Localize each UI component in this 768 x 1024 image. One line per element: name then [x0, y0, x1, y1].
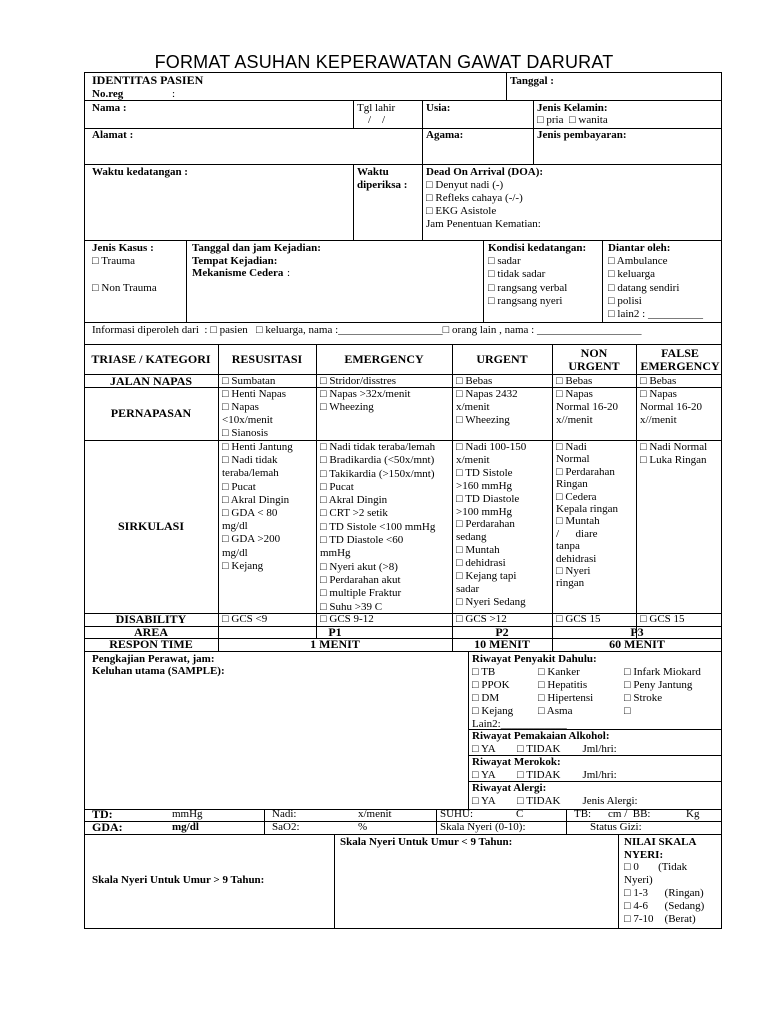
jenis-kasus-label: Jenis Kasus :	[92, 242, 154, 254]
tanggal-label[interactable]: Tanggal :	[510, 75, 554, 87]
jenis-pembayaran-label[interactable]: Jenis pembayaran:	[537, 129, 627, 141]
pernapasan-resusitasi[interactable]: □ Henti Napas □ Napas <10x/menit □ Sianosis	[222, 388, 287, 439]
tgl-lahir-slashes: / /	[368, 114, 386, 126]
jenis-kelamin-label: Jenis Kelamin:	[537, 102, 608, 114]
sirkulasi-urgent[interactable]: □ Nadi 100-150 x/menit □ TD Sistole >160 mmHg □ TD Diastole >100 mmHg □ Perdarahan sedang □ Muntah □ dehidrasi □ Kejang tapi sadar □ Nyeri Sedang	[456, 441, 527, 608]
kondisi-sadar[interactable]: □ sadar	[488, 255, 521, 267]
diantar-oleh-label: Diantar oleh:	[608, 242, 671, 254]
diantar-ambulance[interactable]: □ Ambulance	[608, 255, 668, 267]
kondisi-kedatangan-label: Kondisi kedatangan:	[488, 242, 587, 254]
disability-emergency[interactable]: □ GCS 9-12	[320, 613, 374, 625]
pernapasan-false-emergency[interactable]: □ Napas Normal 16-20 x//menit	[640, 388, 703, 426]
jalan-napas-non-urgent[interactable]: □ Bebas	[556, 375, 593, 387]
riwayat-merokok-options[interactable]: □ YA □ TIDAK Jml/hri:	[472, 769, 617, 781]
riwayat-alergi-label: Riwayat Alergi:	[472, 782, 547, 794]
tgl-lahir-label[interactable]: Tgl lahir	[357, 102, 396, 114]
sirkulasi-non-urgent[interactable]: □ Nadi Normal □ Perdarahan Ringan □ Cedera Kepala ringan □ Muntah / diare tanpa dehidrasi □ Nyeri ringan	[556, 441, 618, 590]
waktu-kedatangan-label[interactable]: Waktu kedatangan :	[92, 166, 188, 178]
diantar-polisi[interactable]: □ polisi	[608, 295, 642, 307]
doa-label: Dead On Arrival (DOA):	[426, 166, 544, 178]
skala-nyeri-label[interactable]: Skala Nyeri (0-10):	[440, 821, 526, 833]
respon-time-p3: 60 MENIT	[609, 637, 665, 651]
header-emergency: EMERGENCY	[344, 352, 424, 366]
diantar-lain[interactable]: □ lain2 : __________	[608, 308, 703, 320]
header-false-emergency: FALSE EMERGENCY	[640, 346, 720, 373]
td-unit: mmHg	[172, 808, 203, 820]
doa-ekg-asistole[interactable]: □ EKG Asistole	[426, 205, 497, 217]
kondisi-tidak-sadar[interactable]: □ tidak sadar	[488, 268, 546, 280]
header-triase-kategori: TRIASE / KATEGORI	[91, 352, 211, 366]
row-sirkulasi-label: SIRKULASI	[117, 519, 185, 533]
td-label[interactable]: TD:	[92, 807, 113, 821]
area-p1: P1	[328, 625, 342, 639]
noreg-colon: :	[172, 88, 176, 100]
sirkulasi-false-emergency[interactable]: □ Nadi Normal □ Luka Ringan	[640, 441, 708, 466]
disability-urgent[interactable]: □ GCS >12	[456, 613, 507, 625]
gda-label[interactable]: GDA:	[92, 820, 123, 834]
agama-label[interactable]: Agama:	[426, 129, 464, 141]
riwayat-alkohol-label: Riwayat Pemakaian Alkohol:	[472, 730, 610, 742]
pernapasan-urgent[interactable]: □ Napas 2432 x/menit □ Wheezing	[456, 388, 518, 426]
riwayat-penyakit-col2[interactable]: □ Kanker □ Hepatitis □ Hipertensi □ Asma	[538, 666, 594, 717]
header-non-urgent: NON URGENT	[568, 346, 620, 373]
jalan-napas-urgent[interactable]: □ Bebas	[456, 375, 493, 387]
header-resusitasi: RESUSITASI	[231, 352, 303, 366]
doa-jam-kematian[interactable]: Jam Penentuan Kematian:	[426, 218, 541, 230]
respon-time-p2: 10 MENIT	[474, 637, 530, 651]
suhu-unit: C	[516, 808, 524, 820]
diantar-keluarga[interactable]: □ keluarga	[608, 268, 656, 280]
doa-refleks-cahaya[interactable]: □ Refleks cahaya (-/-)	[426, 192, 523, 204]
form-title: FORMAT ASUHAN KEPERAWATAN GAWAT DARURAT	[154, 52, 614, 72]
riwayat-alkohol-options[interactable]: □ YA □ TIDAK Jml/hri:	[472, 743, 617, 755]
mekanisme-colon: :	[287, 267, 291, 279]
waktu-diperiksa-label-2[interactable]: diperiksa :	[357, 179, 408, 191]
tanggal-kejadian-label[interactable]: Tanggal dan jam Kejadian:	[192, 242, 321, 254]
sirkulasi-resusitasi[interactable]: □ Henti Jantung □ Nadi tidak teraba/lemah □ Pucat □ Akral Dingin □ GDA < 80 mg/dl □ GDA >200 mg/dl □ Kejang	[222, 441, 293, 572]
trauma-checkbox[interactable]: □ Trauma	[92, 255, 136, 267]
row-disability-label: DISABILITY	[115, 612, 187, 626]
riwayat-penyakit-label: Riwayat Penyakit Dahulu:	[472, 653, 597, 665]
pernapasan-non-urgent[interactable]: □ Napas Normal 16-20 x//menit	[556, 388, 619, 426]
disability-resusitasi[interactable]: □ GCS <9	[222, 613, 268, 625]
identitas-heading: IDENTITAS PASIEN	[92, 73, 204, 87]
pengkajian-perawat-jam[interactable]: Pengkajian Perawat, jam:	[92, 653, 215, 665]
riwayat-alergi-options[interactable]: □ YA □ TIDAK Jenis Alergi:	[472, 795, 638, 807]
sao2-label[interactable]: SaO2:	[272, 821, 300, 833]
non-trauma-checkbox[interactable]: □ Non Trauma	[92, 282, 157, 294]
nilai-skala-nyeri-options[interactable]: □ 0 (Tidak Nyeri) □ 1-3 (Ringan) □ 4-6 (Sedang) □ 7-10 (Berat)	[624, 861, 705, 925]
skala-nyeri-umur-kurang-9[interactable]: Skala Nyeri Untuk Umur < 9 Tahun:	[340, 836, 513, 848]
gda-unit: mg/dl	[172, 821, 199, 833]
riwayat-penyakit-col1[interactable]: □ TB □ PPOK □ DM □ Kejang Lain2:____________	[472, 666, 567, 730]
mekanisme-cedera-label[interactable]: Mekanisme Cedera	[192, 267, 284, 279]
kondisi-rangsang-verbal[interactable]: □ rangsang verbal	[488, 282, 568, 294]
waktu-diperiksa-label-1: Waktu	[357, 166, 389, 178]
keluhan-utama-label[interactable]: Keluhan utama (SAMPLE):	[92, 665, 225, 677]
alamat-label[interactable]: Alamat :	[92, 129, 134, 141]
doa-denyut-nadi[interactable]: □ Denyut nadi (-)	[426, 179, 504, 191]
usia-label[interactable]: Usia:	[426, 102, 451, 114]
bb-unit: Kg	[686, 808, 700, 820]
tb-cm-bb-label[interactable]: cm / BB:	[608, 808, 651, 820]
area-p3: P3	[630, 625, 644, 639]
pernapasan-emergency[interactable]: □ Napas >32x/menit □ Wheezing	[320, 388, 411, 413]
noreg-label: No.reg	[92, 88, 124, 100]
row-jalan-napas-label: JALAN NAPAS	[109, 374, 193, 388]
nama-label[interactable]: Nama :	[92, 102, 127, 114]
row-respon-time-label: RESPON TIME	[109, 637, 193, 651]
row-area-label: AREA	[133, 625, 168, 639]
jalan-napas-false-emergency[interactable]: □ Bebas	[640, 375, 677, 387]
respon-time-p1: 1 MENIT	[310, 637, 360, 651]
sao2-unit: %	[358, 821, 368, 833]
suhu-label[interactable]: SUHU:	[440, 808, 474, 820]
row-pernapasan-label: PERNAPASAN	[110, 406, 192, 420]
riwayat-penyakit-col3[interactable]: □ Infark Miokard □ Peny Jantung □ Stroke □	[624, 666, 701, 717]
header-urgent: URGENT	[476, 352, 528, 366]
disability-non-urgent[interactable]: □ GCS 15	[556, 613, 601, 625]
riwayat-merokok-label: Riwayat Merokok:	[472, 756, 561, 768]
tempat-kejadian-label[interactable]: Tempat Kejadian:	[192, 255, 278, 267]
jalan-napas-emergency[interactable]: □ Stridor/disstres	[320, 375, 397, 387]
diantar-datang-sendiri[interactable]: □ datang sendiri	[608, 282, 680, 294]
nilai-skala-nyeri-title: NILAI SKALA NYERI:	[624, 836, 697, 861]
status-gizi-label[interactable]: Status Gizi:	[590, 821, 642, 833]
sirkulasi-emergency[interactable]: □ Nadi tidak teraba/lemah □ Bradikardia (<50x/mnt) □ Takikardia (>150x/mnt) □ Pucat □ Akral Dingin □ CRT >2 setik □ TD Sistole <100 mmHg □ TD Diastole <60 mmHg □ Nyeri akut (>8) □ Perdarahan akut □ multiple Fraktur □ Suhu >39 C	[320, 441, 436, 613]
skala-nyeri-umur-lebih-9[interactable]: Skala Nyeri Untuk Umur > 9 Tahun:	[92, 874, 265, 886]
jalan-napas-resusitasi[interactable]: □ Sumbatan	[222, 375, 276, 387]
nadi-unit: x/menit	[358, 808, 392, 820]
informasi-diperoleh[interactable]: Informasi diperoleh dari : □ pasien □ keluarga, nama :___________________□ orang lain , nama : ___________________	[92, 324, 642, 336]
disability-false-emergency[interactable]: □ GCS 15	[640, 613, 685, 625]
kondisi-rangsang-nyeri[interactable]: □ rangsang nyeri	[488, 295, 563, 307]
area-p2: P2	[495, 625, 509, 639]
nadi-label[interactable]: Nadi:	[272, 808, 297, 820]
tb-label[interactable]: TB:	[574, 808, 592, 820]
jenis-kelamin-options[interactable]: □ pria □ wanita	[537, 114, 608, 126]
